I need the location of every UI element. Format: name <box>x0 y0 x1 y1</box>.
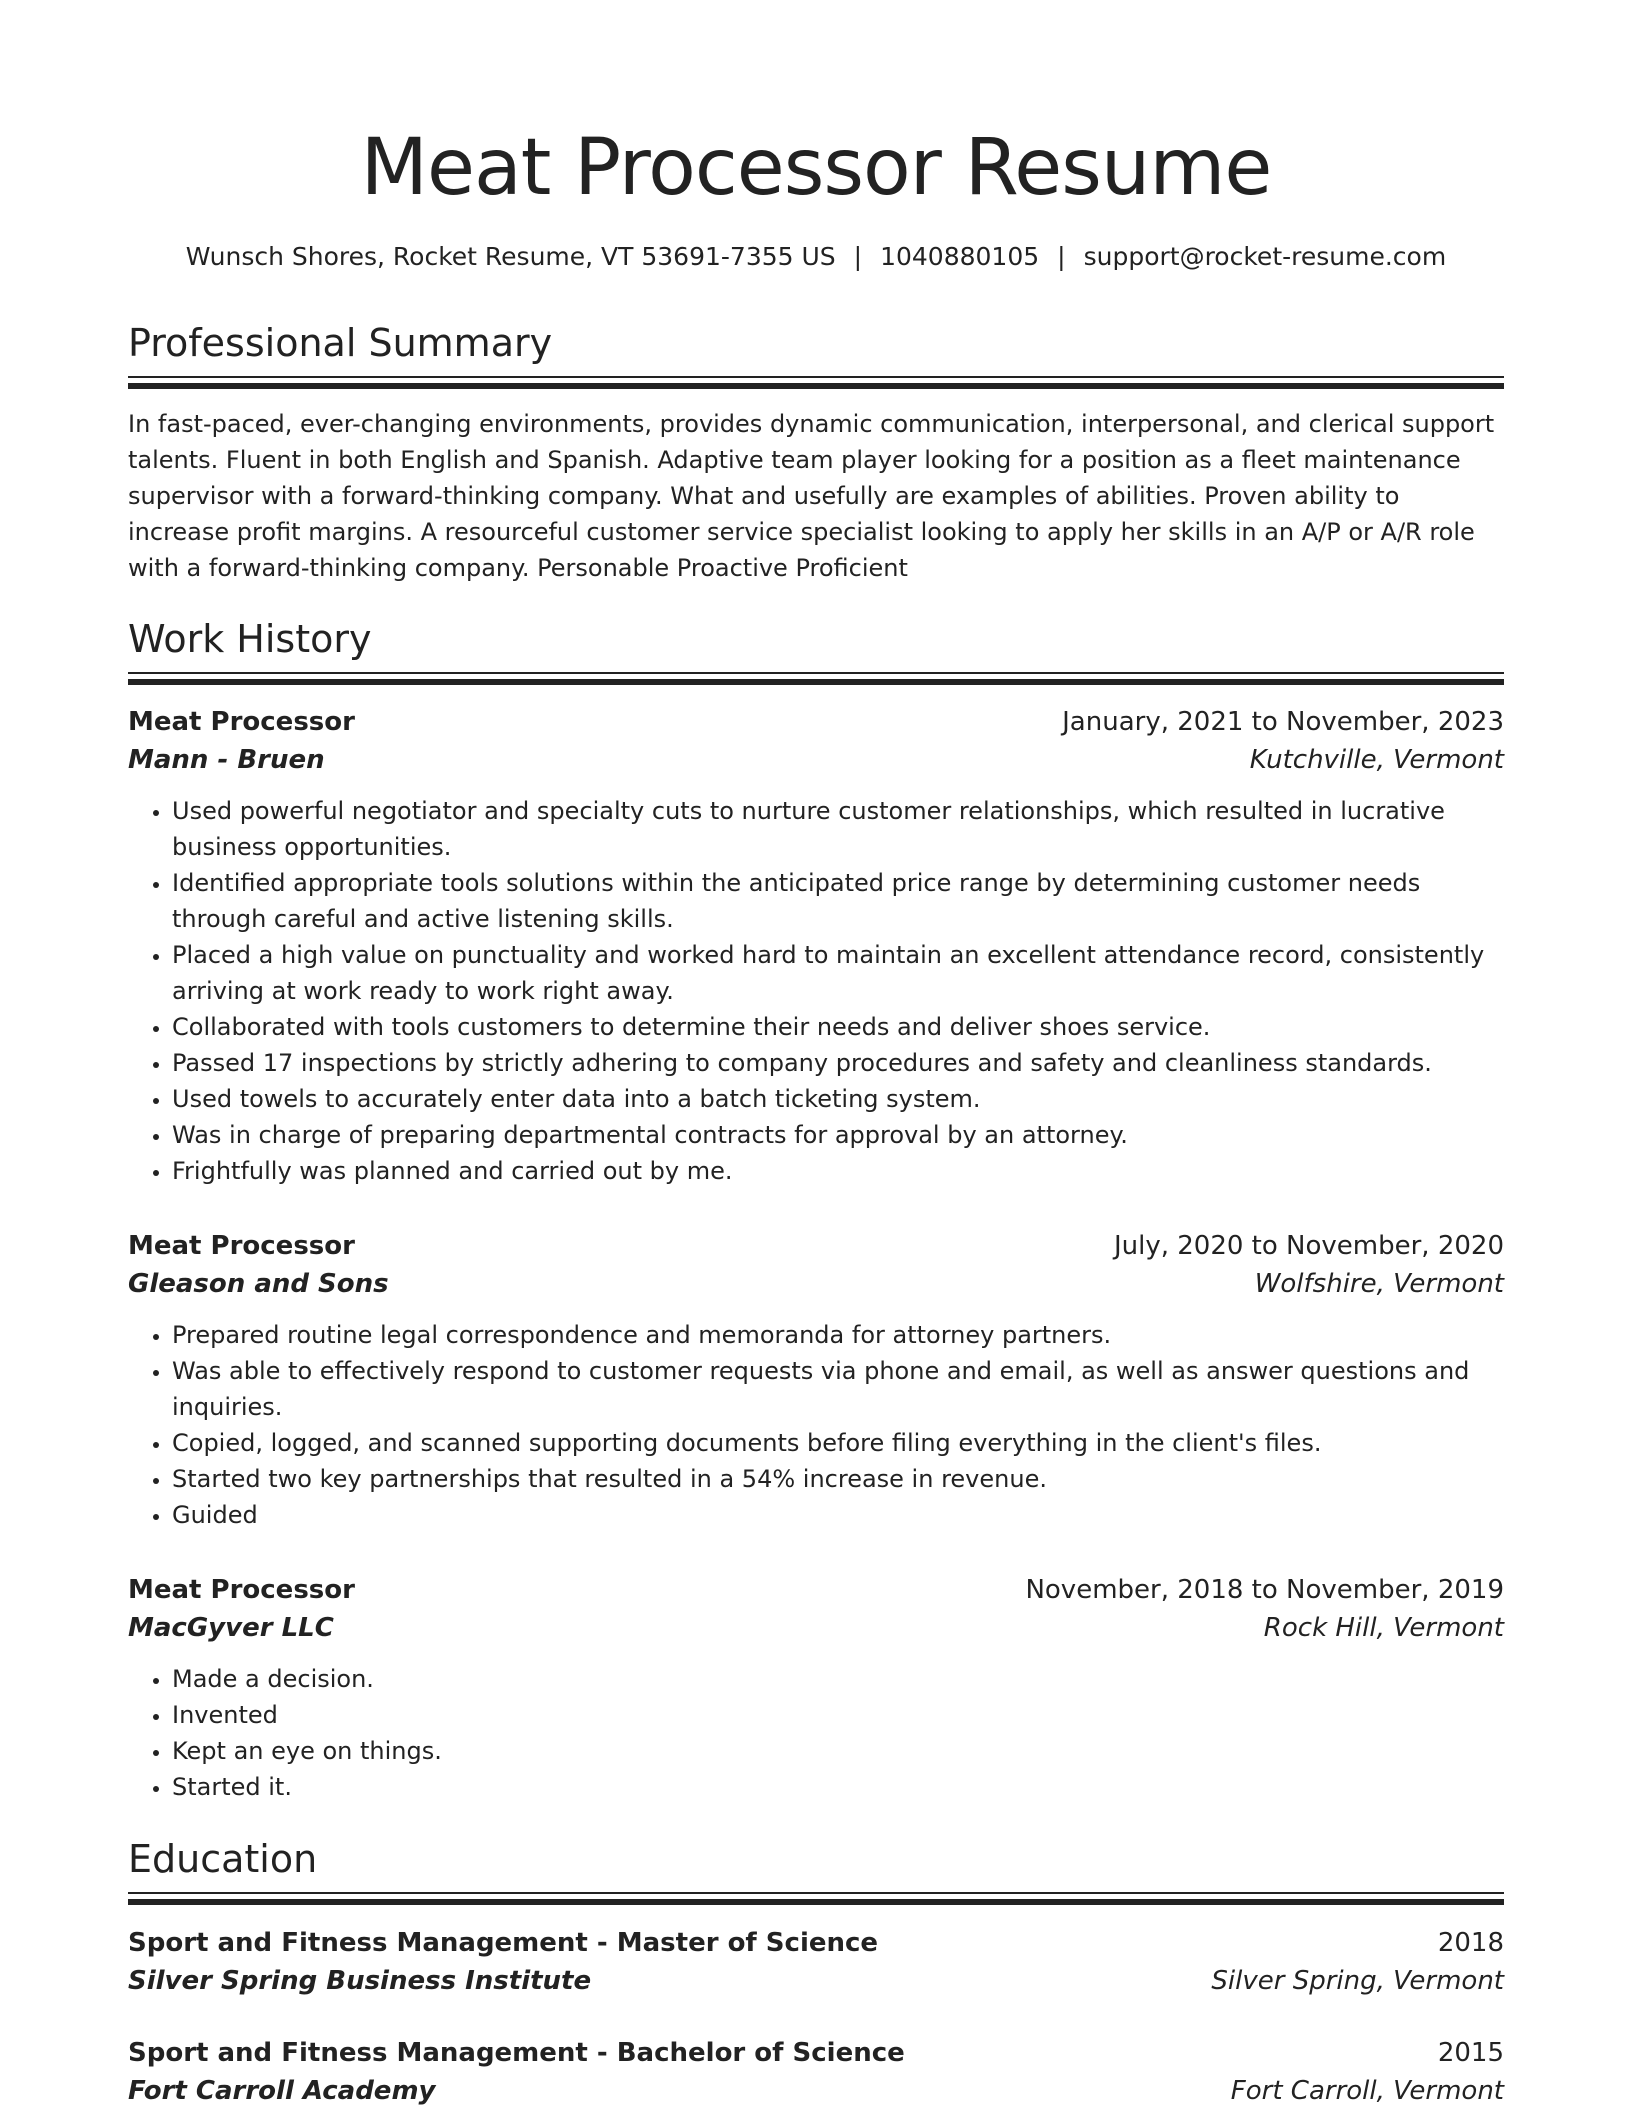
list-item: • Started two key partnerships that resulted in a 54% increase in revenue. <box>172 1461 1504 1497</box>
job-location: Rock Hill, Vermont <box>1263 1613 1504 1643</box>
contact-address: Wunsch Shores, Rocket Resume, VT 53691-7355 US <box>185 242 836 271</box>
edu-degree: Sport and Fitness Management - Master of Science <box>128 1928 879 1958</box>
work-history-heading: Work History <box>128 617 372 661</box>
list-item: • Invented <box>172 1697 1504 1733</box>
contact-separator: | <box>1057 242 1066 271</box>
job-entry <box>128 703 1504 1189</box>
job-role: Meat Processor <box>128 1575 355 1605</box>
list-item: • Guided <box>172 1497 1504 1533</box>
list-item: • Prepared routine legal correspondence and memoranda for attorney partners. <box>172 1317 1504 1353</box>
edu-location: Fort Carroll, Vermont <box>1230 2076 1504 2106</box>
list-item: • Used powerful negotiator and specialty cuts to nurture customer relationships, which resulted in lucrative business opportunities. <box>172 793 1504 865</box>
job-company: Gleason and Sons <box>128 1269 389 1299</box>
list-item: • Kept an eye on things. <box>172 1733 1504 1769</box>
edu-degree: Sport and Fitness Management - Bachelor of Science <box>128 2038 905 2068</box>
job-company: MacGyver LLC <box>128 1613 334 1643</box>
resume-title: Meat Processor Resume <box>360 123 1272 213</box>
contact-email: support@rocket-resume.com <box>1083 242 1447 271</box>
education-heading: Education <box>128 1837 318 1881</box>
list-item: • Copied, logged, and scanned supporting documents before filing everything in the client's files. <box>172 1425 1504 1461</box>
list-item: • Passed 17 inspections by strictly adhering to company procedures and safety and cleanliness standards. <box>172 1045 1504 1081</box>
edu-year: 2018 <box>1437 1928 1504 1958</box>
edu-school: Silver Spring Business Institute <box>128 1966 592 1996</box>
section-divider <box>128 1892 1504 1906</box>
list-item: • Collaborated with tools customers to determine their needs and deliver shoes service. <box>172 1009 1504 1045</box>
job-location: Wolfshire, Vermont <box>1254 1269 1504 1299</box>
job-entry <box>128 1227 1504 1533</box>
section-divider <box>128 376 1504 390</box>
job-dates: July, 2020 to November, 2020 <box>1113 1231 1504 1261</box>
edu-school: Fort Carroll Academy <box>128 2076 436 2106</box>
job-bullets <box>128 1317 1504 1533</box>
job-role: Meat Processor <box>128 1231 355 1261</box>
list-item: • Identified appropriate tools solutions within the anticipated price range by determining customer needs through careful and active listening skills. <box>172 865 1504 937</box>
edu-location: Silver Spring, Vermont <box>1211 1966 1504 1996</box>
list-item: • Frightfully was planned and carried out by me. <box>172 1153 1504 1189</box>
summary-text: In fast-paced, ever-changing environments, provides dynamic communication, interpersonal, and clerical support talents. Fluent in both English and Spanish. Adaptive team player looking for a position as a fleet maintenance supervisor with a forward-thinking company. What and usefully are examples of abilities. Proven ability to increase profit margins. A resourceful customer service specialist looking to apply her skills in an A/P or A/R role with a forward-thinking company. Personable Proactive Proficient <box>128 410 1495 582</box>
education-entry <box>128 1924 1504 2000</box>
job-bullets <box>128 793 1504 1189</box>
job-location: Kutchville, Vermont <box>1249 745 1504 775</box>
edu-year: 2015 <box>1437 2038 1504 2068</box>
job-entry <box>128 1571 1504 1805</box>
job-company: Mann - Bruen <box>128 745 325 775</box>
list-item: • Placed a high value on punctuality and worked hard to maintain an excellent attendance record, consistently arriving at work ready to work right away. <box>172 937 1504 1009</box>
summary-heading: Professional Summary <box>128 321 553 365</box>
list-item: • Was in charge of preparing departmental contracts for approval by an attorney. <box>172 1117 1504 1153</box>
contact-phone: 1040880105 <box>880 242 1040 271</box>
contact-separator: | <box>853 242 863 271</box>
list-item: • Was able to effectively respond to customer requests via phone and email, as well as answer questions and inquiries. <box>172 1353 1504 1425</box>
education-entry <box>128 2034 1504 2110</box>
contact-line <box>128 238 1504 276</box>
job-dates: January, 2021 to November, 2023 <box>1062 707 1504 737</box>
list-item: • Started it. <box>172 1769 1504 1805</box>
list-item: • Made a decision. <box>172 1661 1504 1697</box>
job-role: Meat Processor <box>128 707 355 737</box>
list-item: • Used towels to accurately enter data into a batch ticketing system. <box>172 1081 1504 1117</box>
section-divider <box>128 672 1504 686</box>
job-dates: November, 2018 to November, 2019 <box>1025 1575 1504 1605</box>
job-bullets <box>128 1661 1504 1805</box>
